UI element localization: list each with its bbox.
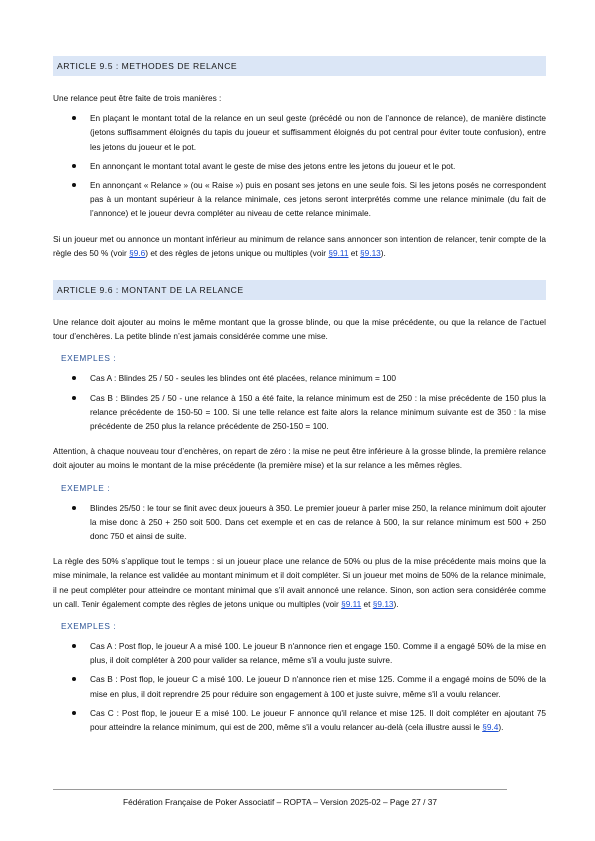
page-footer: Fédération Française de Poker Associatif – ROPTA – Version 2025-02 – Page 27 / 37 xyxy=(123,797,437,807)
link-section-9-6[interactable]: §9.6 xyxy=(129,247,146,258)
link-section-9-11[interactable]: §9.11 xyxy=(328,247,349,258)
article-9-5-header: ARTICLE 9.5 : METHODES DE RELANCE xyxy=(53,56,546,76)
rule-50-paragraph: La règle des 50% s’applique tout le temps : si un joueur place une relance de 50% ou plus de la mise précédente mais moins que la mise minimale, la relance est validée au montant minimum et il doit compléter. Si un joueur met moins de 50% de la relance minimale, il ne peut compléter pour atteindre ce montant minimal que s’il avait annoncé une relance. Sinon, son action sera considérée comme un call. Tenir également compte des règles de jetons unique ou multiples (voir §9.11 et §9.13). xyxy=(53,556,546,609)
list-item: En plaçant le montant total de la relance en un seul geste (précédé ou non de l’annonce de relance), de manière distincte (jetons suffisamment éloignés du tapis du joueur et suffisamment éloignés du pot central pour éviter toute confusion), entre les jetons du joueur et le pot. xyxy=(53,111,546,154)
list-item: En annonçant « Relance » (ou « Raise ») puis en posant ses jetons en une seule fois. Si les jetons posés ne correspondent pas à un montant supérieur à la relance minimale, ces jetons seront interprétés comme une relance minimale (du fait de l’annonce) et le joueur devra compléter au niveau de cette relance minimale. xyxy=(53,178,546,221)
list-item: Cas A : Post flop, le joueur A a misé 100. Le joueur B n'annonce rien et engage 150. Comme il a engagé 50% de la mise en plus, il doit compléter à 200 pour valider sa relance, même s'il a voulu juste suivre. xyxy=(53,639,546,667)
example-label: EXEMPLE : xyxy=(61,482,111,493)
article-9-5-intro: Une relance peut être faite de trois manières : xyxy=(53,93,222,103)
footer-divider xyxy=(53,789,507,790)
list-item: Blindes 25/50 : le tour se finit avec deux joueurs à 350. Le premier joueur à parler mise 250, la relance minimum doit ajouter la mise donc à 250 + 250 soit 500. Dans cet exemple et en cas de relance à 500, la sur relance minimum est 500 + 250 donc 750 et ainsi de suite. xyxy=(53,501,546,544)
list-item: En annonçant le montant total avant le geste de mise des jetons entre les jetons du joueur et le pot. xyxy=(53,159,546,173)
article-9-6-intro: Une relance doit ajouter au moins le même montant que la grosse blinde, ou que la mise précédente, ou que la relance de l’actuel tour d’enchères. La petite blinde n’est jamais considérée comme une mise. xyxy=(53,317,546,342)
article-9-6-header: ARTICLE 9.6 : MONTANT DE LA RELANCE xyxy=(53,280,546,300)
list-item: Cas B : Blindes 25 / 50 - une relance à 150 a été faite, la relance minimum est de 250 : la mise précédente de 150 plus la relance précédente de 150-50 = 100. Si une telle relance est faite alors la relance minimum suivante est de 350 : la mise précédente de 250 plus la relance précédente de 250-150 = 100. xyxy=(53,391,546,434)
examples-list xyxy=(53,371,546,433)
list-item: Cas C : Post flop, le joueur E a misé 100. Le joueur F annonce qu'il relance et mise 125. Il doit compléter en ajoutant 75 pour atteindre la relance minimum, qui est de 200, même s'il a voulu relancer au-delà (cela illustre aussi le §9.4). xyxy=(53,706,546,734)
bullet-icon xyxy=(72,164,76,168)
link-section-9-11[interactable]: §9.11 xyxy=(341,598,362,609)
example-list xyxy=(53,501,546,544)
bullet-icon xyxy=(72,644,76,648)
bullet-icon xyxy=(72,396,76,400)
examples-label: EXEMPLES : xyxy=(61,353,117,364)
bullet-icon xyxy=(72,711,76,715)
bullet-icon xyxy=(72,116,76,120)
bullet-icon xyxy=(72,677,76,681)
bullet-icon xyxy=(72,183,76,187)
list-item: Cas B : Post flop, le joueur C a misé 100. Le joueur D n'annonce rien et mise 125. Comme il a engagé moins de 50% de la mise en plus, il doit reprendre 25 pour réduire son engagement à 100 et juste suivre, même s'il a voulu relancer. xyxy=(53,672,546,700)
list-item: Cas A : Blindes 25 / 50 - seules les blindes ont été placées, relance minimum = 100 xyxy=(53,371,546,385)
link-section-9-13[interactable]: §9.13 xyxy=(360,247,381,258)
attention-paragraph: Attention, à chaque nouveau tour d’enchères, on repart de zéro : la mise ne peut être inférieure à la grosse blinde, la première relance doit ajouter au moins le montant de la mise précédente (la première mise) et la sur relance a les mêmes règles. xyxy=(53,446,546,471)
page-content xyxy=(53,56,546,739)
bullet-icon xyxy=(72,376,76,380)
bullet-icon xyxy=(72,506,76,510)
examples-list xyxy=(53,639,546,734)
link-section-9-4[interactable]: §9.4 xyxy=(482,722,499,733)
examples-label: EXEMPLES : xyxy=(61,621,117,632)
link-section-9-13[interactable]: §9.13 xyxy=(372,598,394,609)
article-9-5-closing: Si un joueur met ou annonce un montant inférieur au minimum de relance sans annoncer son intention de relancer, tenir compte de la règle des 50 % (voir §9.6) et des règles de jetons unique ou multiples (voir §9.11 et §9.13). xyxy=(53,233,546,258)
article-9-5-bullet-list xyxy=(53,111,546,220)
